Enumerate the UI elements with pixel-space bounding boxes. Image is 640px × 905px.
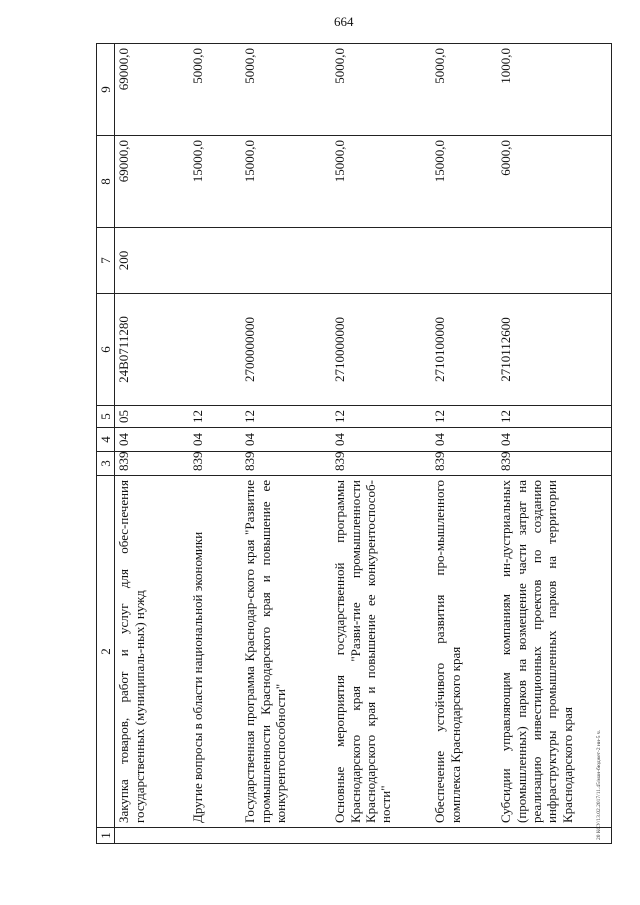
section-code-cell: 04: [431, 428, 497, 452]
amount-col9-cell: 1000,0: [497, 44, 612, 136]
amount-col8-cell: 15000,0: [331, 136, 431, 228]
table-row: [331, 44, 431, 844]
row-number-cell: [241, 828, 331, 844]
section-code-cell: 04: [115, 428, 190, 452]
ministry-code-cell: 839: [241, 452, 331, 476]
header-cell-8: 8: [97, 136, 115, 228]
amount-col9-cell: 5000,0: [431, 44, 497, 136]
header-cell-7: 7: [97, 228, 115, 294]
expense-type-cell: [189, 228, 241, 294]
amount-col9-cell: 5000,0: [241, 44, 331, 136]
subsection-code-cell: 12: [189, 406, 241, 428]
table-row: [189, 44, 241, 844]
header-cell-4: 4: [97, 428, 115, 452]
amount-col9-cell: 5000,0: [189, 44, 241, 136]
subsection-code-cell: 12: [497, 406, 612, 428]
expense-type-cell: 200: [115, 228, 190, 294]
row-number-cell: [431, 828, 497, 844]
row-number-cell: [497, 828, 612, 844]
target-article-cell: 24В0711280: [115, 294, 190, 406]
target-article-cell: 2710112600: [497, 294, 612, 406]
section-code-cell: 04: [241, 428, 331, 452]
amount-col9-cell: 5000,0: [331, 44, 431, 136]
item-name-cell: Государственная программа Краснодар-ского края "Развитие промышленности Краснодарского края и повышение ее конкурентоспособности": [241, 476, 331, 828]
header-cell-2: 2: [97, 476, 115, 828]
amount-col9-cell: 69000,0: [115, 44, 190, 136]
expense-type-cell: [497, 228, 612, 294]
table-row: [497, 44, 612, 844]
row-number-cell: [331, 828, 431, 844]
section-code-cell: 04: [331, 428, 431, 452]
header-cell-3: 3: [97, 452, 115, 476]
rotated-table-container: [96, 44, 596, 844]
amount-col8-cell: 15000,0: [189, 136, 241, 228]
header-cell-5: 5: [97, 406, 115, 428]
item-name-cell: Другие вопросы в области национальной экономики: [189, 476, 241, 828]
item-name-cell: Закупка товаров, работ и услуг для обес-печения государственных (муниципаль-ных) нужд: [115, 476, 190, 828]
header-cell-9: 9: [97, 44, 115, 136]
target-article-cell: 2700000000: [241, 294, 331, 406]
ministry-code-cell: 839: [431, 452, 497, 476]
subsection-code-cell: 12: [331, 406, 431, 428]
expense-type-cell: [331, 228, 431, 294]
row-number-cell: [189, 828, 241, 844]
header-cell-6: 6: [97, 294, 115, 406]
ministry-code-cell: 839: [115, 452, 190, 476]
row-number-cell: [115, 828, 190, 844]
amount-col8-cell: 6000,0: [497, 136, 612, 228]
expense-type-cell: [241, 228, 331, 294]
expense-type-cell: [431, 228, 497, 294]
ministry-code-cell: 839: [189, 452, 241, 476]
ministry-code-cell: 839: [497, 452, 612, 476]
amount-col8-cell: 69000,0: [115, 136, 190, 228]
budget-table: [96, 43, 612, 844]
document-footer-note: 20 КСУ/13.02.2017/11.45/ман-бюджет-2 ни-5 ч.: [596, 730, 602, 840]
subsection-code-cell: 05: [115, 406, 190, 428]
header-cell-1: 1: [97, 828, 115, 844]
amount-col8-cell: 15000,0: [241, 136, 331, 228]
table-row: [241, 44, 331, 844]
target-article-cell: [189, 294, 241, 406]
table-row: [431, 44, 497, 844]
table-header-row: [97, 44, 115, 844]
section-code-cell: 04: [497, 428, 612, 452]
item-name-cell: Обеспечение устойчивого развития про-мышленного комплекса Краснодарского края: [431, 476, 497, 828]
subsection-code-cell: 12: [431, 406, 497, 428]
ministry-code-cell: 839: [331, 452, 431, 476]
target-article-cell: 2710000000: [331, 294, 431, 406]
item-name-cell: Субсидии управляющим компаниям ин-дустриальных (промышленных) парков на возмещение части затрат на реализацию инвестиционных проектов по созданию инфраструктуры промышленных парков на территории Краснодарского края: [497, 476, 612, 828]
item-name-cell: Основные мероприятия государственной программы Краснодарского края "Разви-тие промышленности Краснодарского края и повышение ее конкурентоспособ-ности": [331, 476, 431, 828]
amount-col8-cell: 15000,0: [431, 136, 497, 228]
table-row: [115, 44, 190, 844]
subsection-code-cell: 12: [241, 406, 331, 428]
page-number: 664: [334, 14, 354, 29]
target-article-cell: 2710100000: [431, 294, 497, 406]
section-code-cell: 04: [189, 428, 241, 452]
